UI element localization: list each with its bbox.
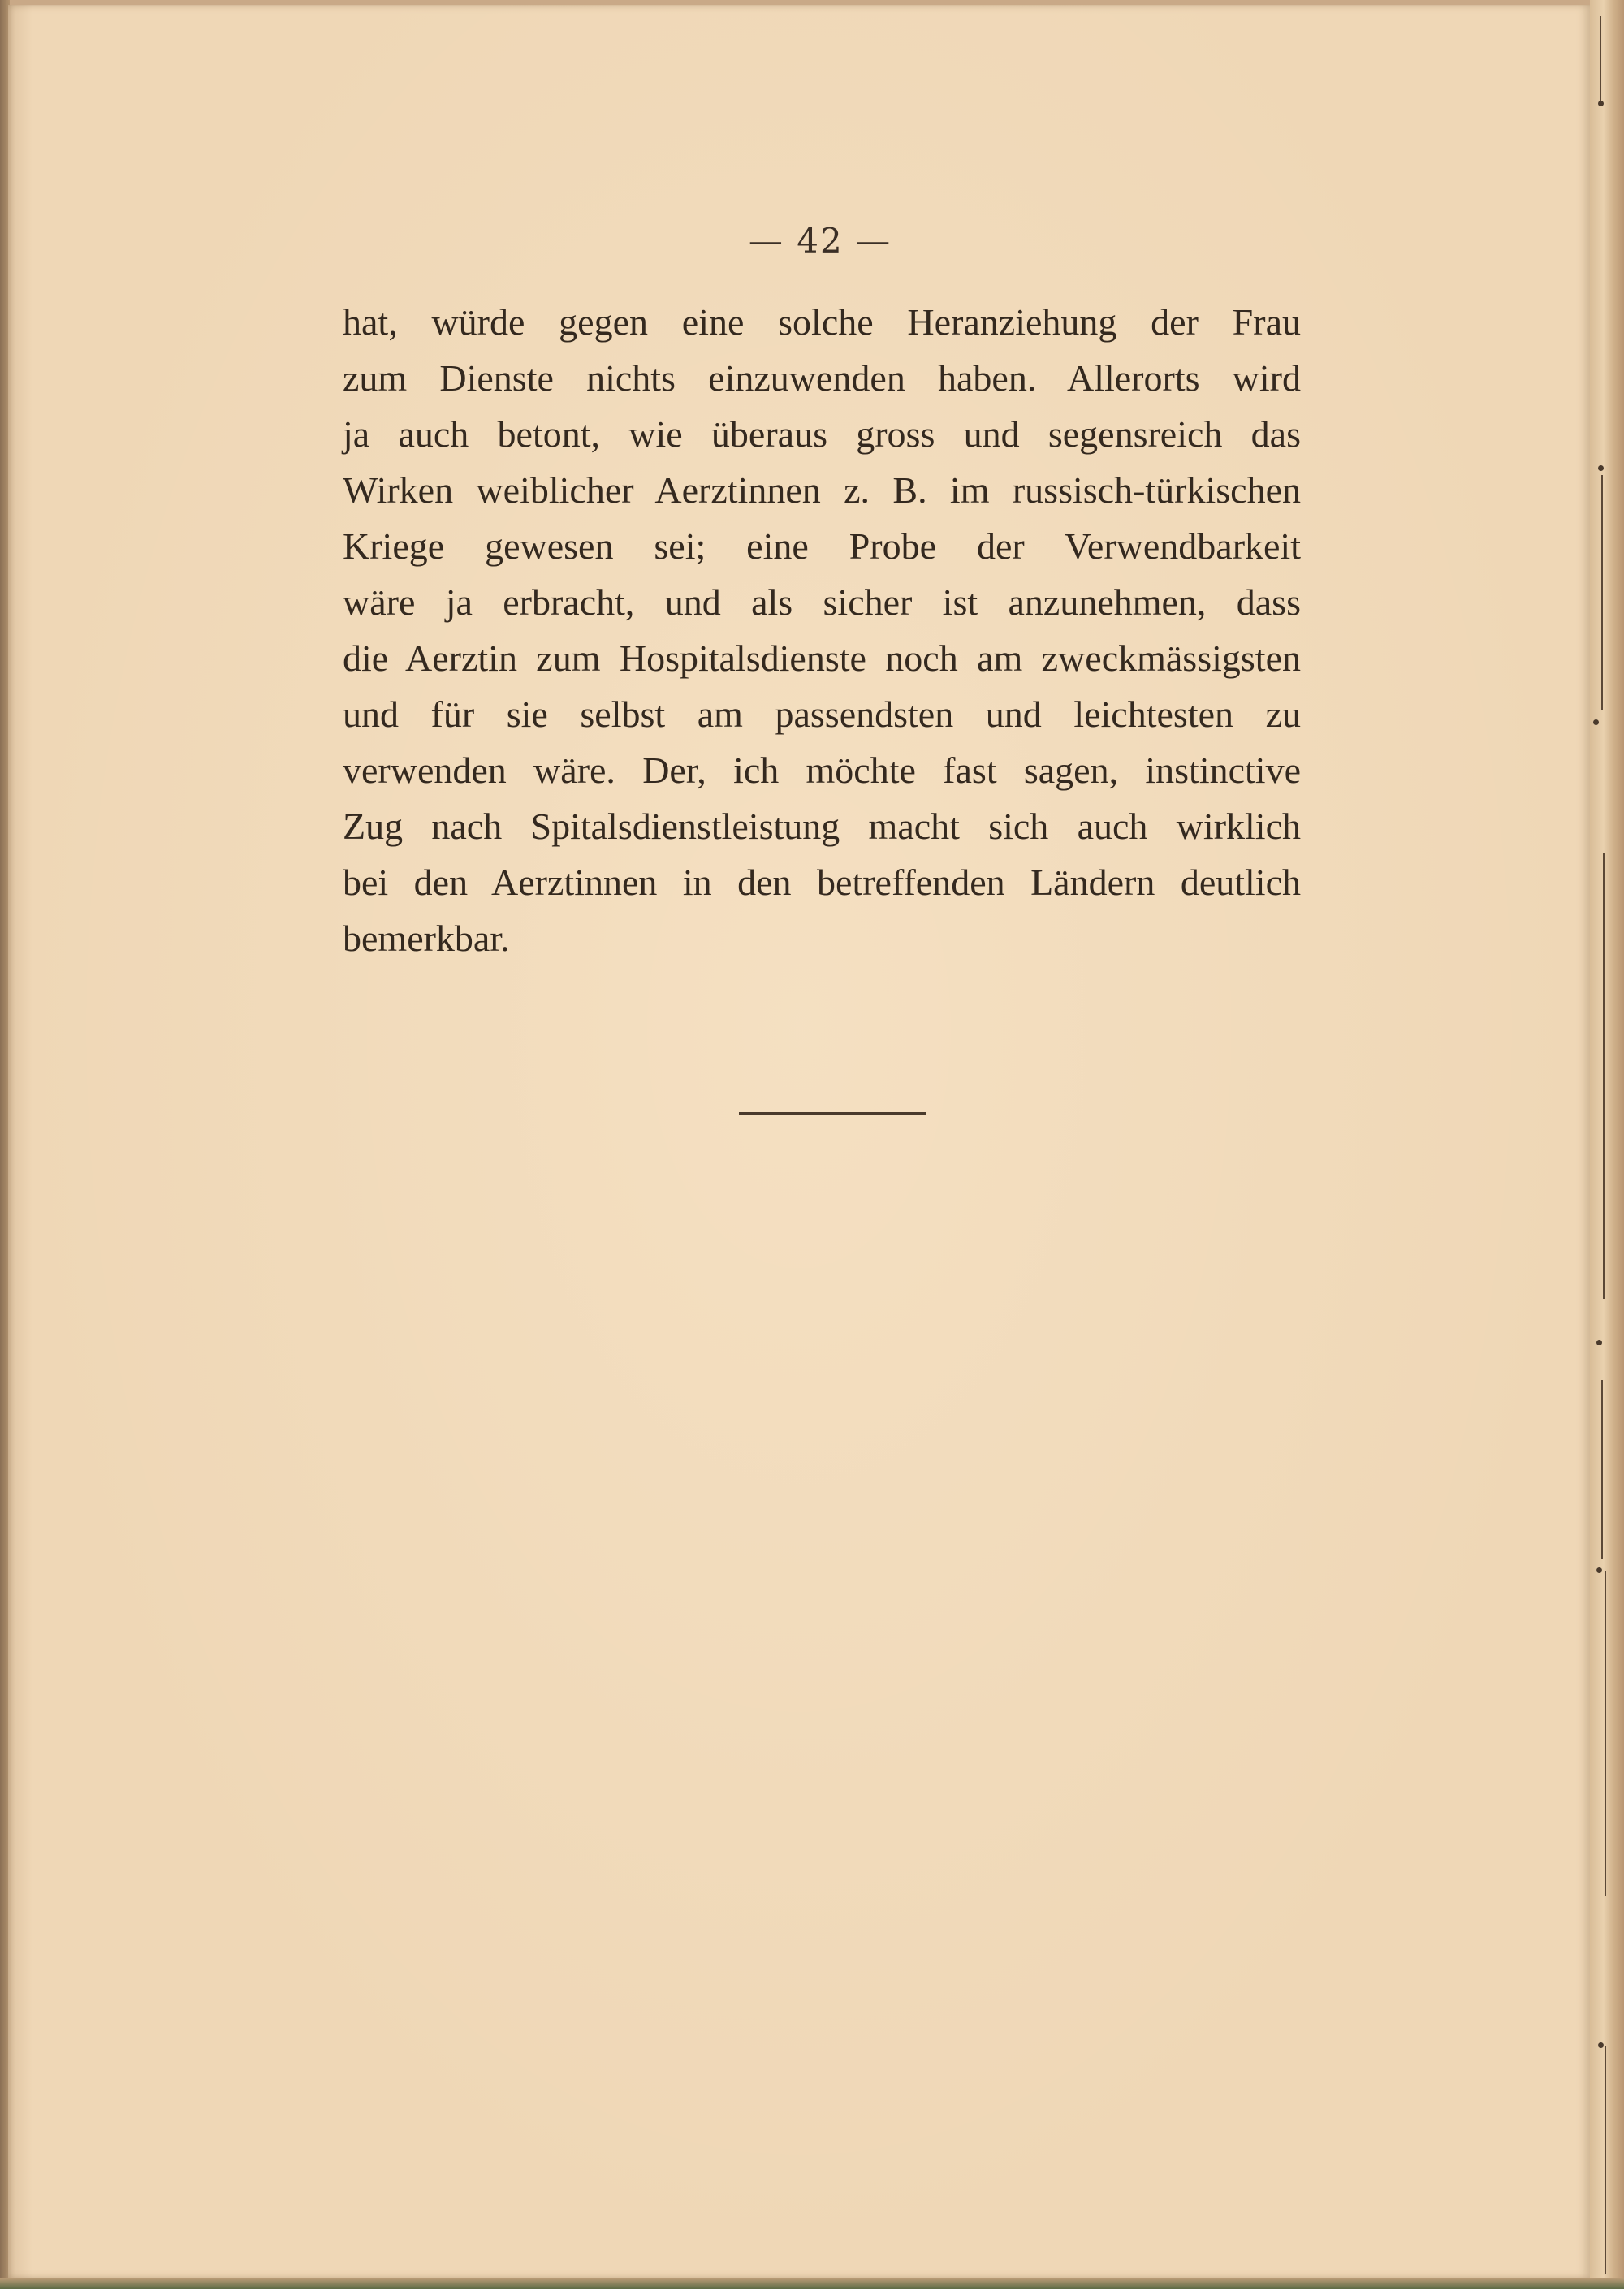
body-paragraph [343, 294, 1301, 966]
edge-mark [1596, 1567, 1602, 1573]
edge-mark [1596, 1340, 1602, 1345]
edge-mark [1598, 2042, 1604, 2048]
edge-line [1601, 475, 1603, 710]
edge-line [1605, 1571, 1606, 1896]
text-line: zum Dienste nichts einzuwenden haben. Allerorts wird [343, 357, 1301, 399]
text-line: bemerkbar. [343, 918, 510, 959]
edge-mark [1598, 101, 1604, 106]
text-line: und für sie selbst am passendsten und leichtesten zu [343, 693, 1301, 735]
edge-line [1603, 853, 1605, 1299]
text-line: Zug nach Spitalsdienstleistung macht sich auch wirklich [343, 805, 1301, 847]
text-line: wäre ja erbracht, und als sicher ist anzunehmen, dass [343, 581, 1301, 623]
edge-line [1600, 16, 1601, 106]
edge-line [1601, 1380, 1603, 1559]
bottom-cover-strip [0, 2278, 1624, 2289]
text-line: Wirken weiblicher Aerztinnen z. B. im russisch-türkischen [343, 469, 1301, 511]
text-line: Kriege gewesen sei; eine Probe der Verwendbarkeit [343, 525, 1301, 567]
section-end-rule [739, 1112, 926, 1115]
text-line: verwenden wäre. Der, ich möchte fast sagen, instinctive [343, 749, 1301, 791]
text-line: ja auch betont, wie überaus gross und segensreich das [343, 413, 1301, 455]
edge-line [1605, 2046, 1606, 2274]
page-number: — 42 — [748, 221, 892, 261]
text-line: bei den Aerztinnen in den betreffenden Ländern deutlich [343, 862, 1301, 903]
page-fore-edge [1590, 0, 1624, 2289]
edge-mark [1593, 719, 1599, 725]
edge-mark [1598, 465, 1604, 471]
text-line: hat, würde gegen eine solche Heranziehung der Frau [343, 301, 1301, 343]
text-line: die Aerztin zum Hospitalsdienste noch am zweckmässigsten [343, 637, 1301, 679]
